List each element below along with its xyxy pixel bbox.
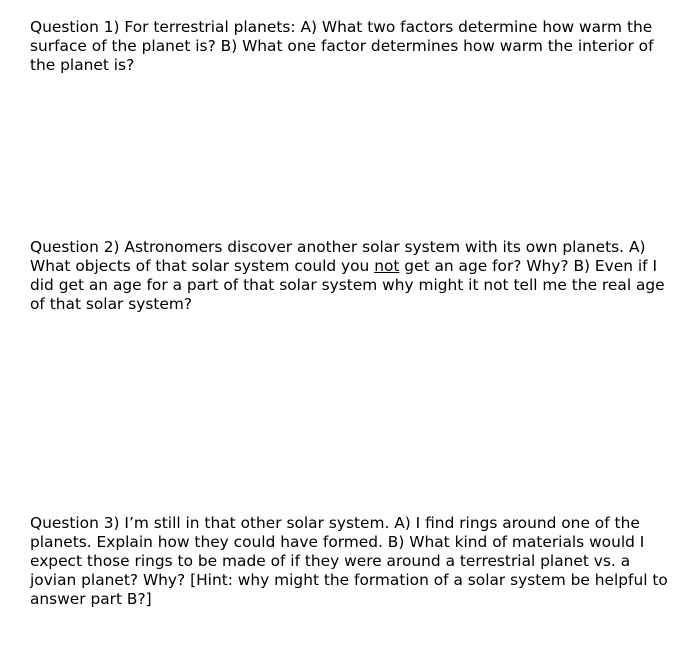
question-2-text-before: Question 2) Astronomers discover another solar system with its own planets. A) What objects of that solar system could you (30, 238, 646, 275)
question-2-underlined-word: not (374, 257, 400, 275)
question-3-text: Question 3) I’m still in that other solar system. A) I find rings around one of the planets. Explain how they could have formed. B) What kind of materials would I expect those rings to be made of if they were around a terrestrial planet vs. a jovian planet? Why? [Hint: why might the formation of a solar system be helpful to answer part B?] (30, 514, 668, 608)
question-2 (30, 238, 670, 314)
question-1 (30, 18, 670, 75)
question-2-text-after: get an age for? Why? B) Even if I did get an age for a part of that solar system why might it not tell me the real age of that solar system? (30, 257, 665, 313)
question-3 (30, 514, 670, 609)
question-1-text: Question 1) For terrestrial planets: A) What two factors determine how warm the surface of the planet is? B) What one factor determines how warm the interior of the planet is? (30, 18, 654, 74)
